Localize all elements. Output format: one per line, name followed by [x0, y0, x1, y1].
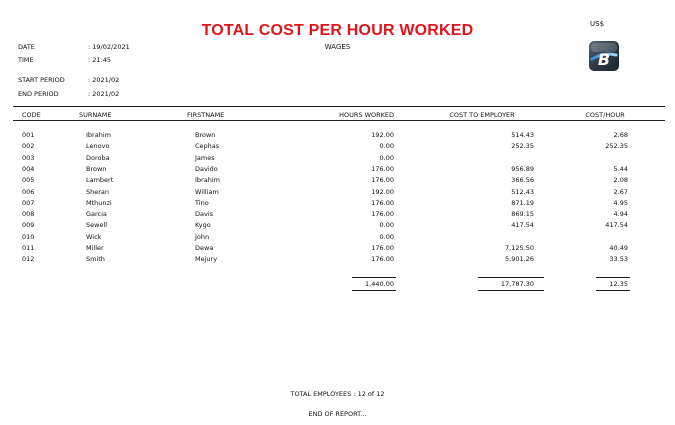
- cell-cost: 512.43: [511, 187, 534, 196]
- header-cost: COST TO EMPLOYER: [449, 111, 515, 119]
- header-hours: HOURS WORKED: [339, 111, 394, 119]
- cell-surname: Garcia: [86, 210, 107, 219]
- cell-cost: 252.35: [511, 142, 534, 151]
- cell-cost-hour: 2.67: [613, 187, 628, 196]
- cell-firstname: Cephas: [195, 142, 220, 151]
- meta-label: TIME: [18, 56, 34, 64]
- total-hours: 1,440.00: [365, 280, 394, 288]
- cell-cost-hour: 2.68: [613, 131, 628, 139]
- cell-cost: 5,901.26: [505, 255, 534, 264]
- total-employees: TOTAL EMPLOYEES : 12 of 12: [290, 390, 385, 398]
- cell-cost-hour: 252.35: [605, 142, 628, 151]
- report-title: TOTAL COST PER HOUR WORKED: [201, 22, 474, 39]
- cell-surname: Lambert: [86, 176, 114, 185]
- cell-firstname: Davido: [195, 164, 218, 173]
- end-of-report: END OF REPORT...: [308, 410, 367, 418]
- cell-surname: Brown: [86, 164, 107, 173]
- cell-cost: 871.19: [511, 198, 534, 207]
- cell-firstname: Kygo: [195, 221, 211, 230]
- meta-label: START PERIOD: [18, 76, 65, 84]
- cell-surname: Mthunzi: [86, 198, 112, 207]
- header-code: CODE: [22, 111, 41, 119]
- cell-cost-hour: 417.54: [605, 221, 628, 230]
- cell-cost: 869.15: [511, 210, 534, 219]
- currency-label: US$: [590, 20, 605, 28]
- cell-surname: Sheran: [86, 187, 110, 196]
- cell-hours: 176.00: [371, 198, 394, 207]
- meta-value: : 2021/02: [88, 90, 120, 98]
- cell-hours: 192.00: [371, 131, 394, 139]
- meta-label: DATE: [18, 43, 35, 51]
- cell-firstname: William: [195, 187, 219, 196]
- header-rule-top: [13, 106, 665, 107]
- cell-hours: 176.00: [371, 176, 394, 185]
- cell-firstname: Dewa: [195, 244, 214, 252]
- cell-surname: Doroba: [86, 153, 110, 162]
- cell-cost: 514.43: [511, 131, 534, 139]
- cell-code: 009: [22, 221, 35, 230]
- meta-value: : 21:45: [88, 56, 111, 64]
- cell-firstname: Brown: [195, 131, 216, 139]
- cell-code: 008: [22, 210, 35, 219]
- cell-cost-hour: 4.94: [613, 210, 628, 219]
- cell-surname: Wick: [86, 232, 102, 241]
- cell-hours: 192.00: [371, 187, 394, 196]
- header-rule-bottom: [13, 120, 665, 121]
- cell-hours: 0.00: [379, 232, 394, 241]
- cell-hours: 176.00: [371, 210, 394, 219]
- cell-code: 007: [22, 198, 35, 207]
- cell-hours: 0.00: [379, 221, 394, 230]
- cell-code: 006: [22, 187, 35, 196]
- cell-hours: 176.00: [371, 244, 394, 252]
- header-firstname: FIRSTNAME: [187, 111, 225, 119]
- cell-cost: 366.56: [511, 176, 534, 185]
- cell-code: 005: [22, 176, 35, 185]
- cell-cost-hour: 4.95: [613, 198, 628, 207]
- total-cost-hour: 12.35: [609, 280, 628, 288]
- cell-firstname: Ibrahim: [195, 176, 220, 185]
- cell-surname: Miller: [86, 244, 104, 252]
- cell-surname: Sewell: [86, 221, 108, 230]
- cell-firstname: John: [195, 232, 210, 241]
- cell-code: 012: [22, 255, 35, 264]
- header-surname: SURNAME: [79, 111, 112, 119]
- cell-surname: Smith: [86, 255, 105, 264]
- cell-hours: 176.00: [371, 255, 394, 264]
- cell-hours: 0.00: [379, 153, 394, 162]
- cell-surname: Lenovo: [86, 142, 110, 151]
- logo-icon: [588, 40, 620, 72]
- cell-firstname: Tino: [195, 198, 209, 207]
- cell-cost-hour: 5.44: [613, 164, 628, 173]
- cell-firstname: Mejury: [195, 255, 218, 264]
- cell-firstname: Davis: [195, 210, 214, 219]
- cell-cost-hour: 40.49: [609, 244, 628, 252]
- total-cost: 17,787.30: [500, 280, 534, 288]
- cell-cost-hour: 33.53: [609, 255, 628, 264]
- cell-cost: 7,125.50: [505, 244, 534, 252]
- cell-code: 010: [22, 232, 35, 241]
- svg-text:B: B: [597, 50, 611, 69]
- cell-code: 002: [22, 142, 35, 151]
- meta-label: END PERIOD: [18, 90, 59, 98]
- meta-value: : 2021/02: [88, 76, 120, 84]
- cell-surname: Ibrahim: [86, 131, 111, 139]
- cell-cost-hour: 2.08: [613, 176, 628, 185]
- report-subtitle: WAGES: [324, 43, 351, 51]
- cell-cost: 956.89: [511, 164, 534, 173]
- cell-code: 011: [22, 244, 35, 252]
- cell-hours: 0.00: [379, 142, 394, 151]
- cell-cost: 417.54: [511, 221, 534, 230]
- cell-code: 001: [22, 131, 35, 139]
- meta-value: : 19/02/2021: [88, 43, 130, 51]
- cell-hours: 176.00: [371, 164, 394, 173]
- cell-code: 004: [22, 164, 35, 173]
- header-cost-hour: COST/HOUR: [585, 111, 625, 119]
- cell-firstname: James: [195, 153, 215, 162]
- cell-code: 003: [22, 153, 35, 162]
